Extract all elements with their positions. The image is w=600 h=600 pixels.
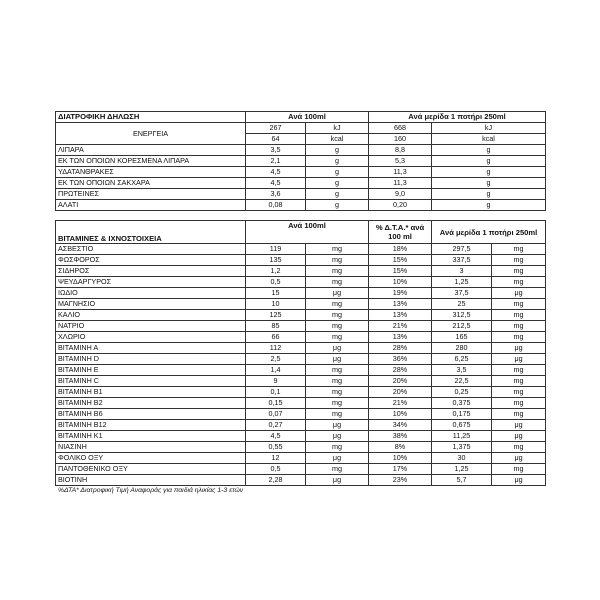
table-row <box>56 453 546 464</box>
dta-percent: 28% <box>369 365 432 376</box>
dta-percent: 38% <box>369 431 432 442</box>
unit-per-100: μg <box>306 288 369 299</box>
dta-percent: 10% <box>369 277 432 288</box>
vitamin-label: ΒΙΤΑΜΙΝΗ Β12 <box>56 420 246 431</box>
dta-percent: 36% <box>369 354 432 365</box>
value-per-100: 1,2 <box>246 266 306 277</box>
value-per-100: 0,27 <box>246 420 306 431</box>
vitamin-label: ΒΙΟΤΙΝΗ <box>56 475 246 486</box>
unit-per-100: mg <box>306 409 369 420</box>
value-per-100: 10 <box>246 299 306 310</box>
unit-per-100: μg <box>306 453 369 464</box>
unit-per-100: mg <box>306 387 369 398</box>
value-per-100: 12 <box>246 453 306 464</box>
table-row <box>56 299 546 310</box>
unit-per-serving: mg <box>492 255 546 266</box>
table-row <box>56 332 546 343</box>
unit-per-serving: mg <box>492 277 546 288</box>
unit-per-serving: mg <box>492 266 546 277</box>
vitamin-label: ΦΩΣΦΟΡΟΣ <box>56 255 246 266</box>
value-per-100: 66 <box>246 332 306 343</box>
unit-per-serving: μg <box>492 343 546 354</box>
dta-percent: 19% <box>369 288 432 299</box>
unit-per-serving: g <box>432 178 546 189</box>
value-per-serving: 0,375 <box>432 398 492 409</box>
energy-kcal-serving: 160 <box>369 134 432 145</box>
energy-label: ΕΝΕΡΓΕΙΑ <box>56 123 246 145</box>
nutrient-label: ΠΡΩΤΕΙΝΕΣ <box>56 189 246 200</box>
vitamin-label: ΨΕΥΔΑΡΓΥΡΟΣ <box>56 277 246 288</box>
unit-per-serving: g <box>432 145 546 156</box>
value-per-serving: 1,25 <box>432 464 492 475</box>
dta-percent: 34% <box>369 420 432 431</box>
energy-kcal-unit-serving: kcal <box>432 134 546 145</box>
nutrition-header-row <box>56 112 546 123</box>
per-serving-header: Ανά μερίδα 1 ποτήρι 250ml <box>369 112 546 123</box>
unit-per-100: mg <box>306 266 369 277</box>
unit-per-serving: μg <box>492 420 546 431</box>
energy-kj-100: 267 <box>246 123 306 134</box>
unit-per-100: mg <box>306 464 369 475</box>
value-per-serving: 212,5 <box>432 321 492 332</box>
dta-percent: 15% <box>369 255 432 266</box>
unit-per-100: mg <box>306 365 369 376</box>
value-per-100: 0,5 <box>246 464 306 475</box>
unit-per-100: mg <box>306 255 369 266</box>
unit-per-serving: mg <box>492 387 546 398</box>
value-per-serving: 0,675 <box>432 420 492 431</box>
dta-percent: 8% <box>369 442 432 453</box>
table-row <box>56 442 546 453</box>
vitamin-label: ΒΙΤΑΜΙΝΗ Α <box>56 343 246 354</box>
dta-percent: 13% <box>369 310 432 321</box>
vitamins-per-100-header: Ανά 100ml <box>246 221 369 244</box>
value-per-serving: 11,3 <box>369 167 432 178</box>
value-per-100: 0,5 <box>246 277 306 288</box>
unit-per-100: mg <box>306 376 369 387</box>
value-per-100: 9 <box>246 376 306 387</box>
unit-per-100: g <box>306 167 369 178</box>
vitamin-label: ΒΙΤΑΜΙΝΗ Β1 <box>56 387 246 398</box>
unit-per-serving: mg <box>492 398 546 409</box>
unit-per-serving: mg <box>492 365 546 376</box>
unit-per-100: μg <box>306 420 369 431</box>
value-per-serving: 6,25 <box>432 354 492 365</box>
value-per-serving: 22,5 <box>432 376 492 387</box>
nutrition-title: ΔΙΑΤΡΟΦΙΚΗ ΔΗΛΩΣΗ <box>56 112 246 123</box>
vitamin-label: ΒΙΤΑΜΙΝΗ Κ1 <box>56 431 246 442</box>
table-row <box>56 365 546 376</box>
table-row <box>56 266 546 277</box>
table-row <box>56 277 546 288</box>
nutrient-label: ΛΙΠΑΡΑ <box>56 145 246 156</box>
value-per-100: 4,5 <box>246 167 306 178</box>
vitamins-per-serving-header: Ανά μερίδα 1 ποτήρι 250ml <box>432 221 546 244</box>
value-per-100: 2,1 <box>246 156 306 167</box>
table-row <box>56 145 546 156</box>
unit-per-100: mg <box>306 244 369 255</box>
vitamins-title: ΒΙΤΑΜΙΝΕΣ & ΙΧΝΟΣΤΟΙΧΕΙΑ <box>56 221 246 244</box>
nutrient-label: ΥΔΑΤΑΝΘΡΑΚΕΣ <box>56 167 246 178</box>
unit-per-serving: g <box>432 167 546 178</box>
table-row <box>56 288 546 299</box>
unit-per-serving: mg <box>492 310 546 321</box>
value-per-100: 0,07 <box>246 409 306 420</box>
unit-per-serving: mg <box>492 464 546 475</box>
table-row <box>56 376 546 387</box>
nutrient-label: ΕΚ ΤΩΝ ΟΠΟΙΩΝ ΚΟΡΕΣΜΕΝΑ ΛΙΠΑΡΑ <box>56 156 246 167</box>
unit-per-serving: mg <box>492 244 546 255</box>
vitamin-label: ΑΣΒΕΣΤΙΟ <box>56 244 246 255</box>
vitamin-label: ΒΙΤΑΜΙΝΗ Β2 <box>56 398 246 409</box>
nutrition-table <box>55 111 546 211</box>
dta-percent: 28% <box>369 343 432 354</box>
table-row <box>56 244 546 255</box>
vitamin-label: ΝΙΑΣΙΝΗ <box>56 442 246 453</box>
value-per-serving: 9,0 <box>369 189 432 200</box>
vitamin-label: ΒΙΤΑΜΙΝΗ C <box>56 376 246 387</box>
vitamin-label: ΦΟΛΙΚΟ ΟΞΥ <box>56 453 246 464</box>
dta-percent: 15% <box>369 266 432 277</box>
unit-per-100: μg <box>306 431 369 442</box>
vitamin-label: ΣΙΔΗΡΟΣ <box>56 266 246 277</box>
value-per-100: 2,28 <box>246 475 306 486</box>
energy-kcal-100: 64 <box>246 134 306 145</box>
table-row <box>56 387 546 398</box>
value-per-serving: 0,20 <box>369 200 432 211</box>
value-per-serving: 312,5 <box>432 310 492 321</box>
unit-per-100: mg <box>306 332 369 343</box>
unit-per-100: mg <box>306 310 369 321</box>
table-row <box>56 431 546 442</box>
vitamin-label: ΙΩΔΙΟ <box>56 288 246 299</box>
value-per-serving: 11,3 <box>369 178 432 189</box>
value-per-serving: 3 <box>432 266 492 277</box>
unit-per-serving: μg <box>492 453 546 464</box>
value-per-100: 0,15 <box>246 398 306 409</box>
value-per-serving: 25 <box>432 299 492 310</box>
unit-per-100: mg <box>306 321 369 332</box>
dta-percent: 13% <box>369 299 432 310</box>
table-row <box>56 354 546 365</box>
energy-kj-unit: kJ <box>306 123 369 134</box>
dta-percent: 13% <box>369 332 432 343</box>
vitamin-label: ΠΑΝΤΟΘΕΝΙΚΟ ΟΞΥ <box>56 464 246 475</box>
unit-per-serving: mg <box>492 376 546 387</box>
table-row <box>56 398 546 409</box>
value-per-serving: 1,25 <box>432 277 492 288</box>
dta-percent: 10% <box>369 409 432 420</box>
footnote: %ΔΤΑ* Διατροφική Τιμή Αναφοράς για παιδιά ηλικίας 1-3 ετών <box>58 487 244 494</box>
value-per-serving: 1,375 <box>432 442 492 453</box>
nutrition-rows <box>56 145 546 211</box>
value-per-serving: 0,175 <box>432 409 492 420</box>
energy-kj-unit-serving: kJ <box>432 123 546 134</box>
unit-per-100: g <box>306 189 369 200</box>
table-row <box>56 200 546 211</box>
dta-percent: 21% <box>369 398 432 409</box>
table-row <box>56 178 546 189</box>
per-100-header: Ανά 100ml <box>246 112 369 123</box>
value-per-serving: 30 <box>432 453 492 464</box>
unit-per-100: μg <box>306 343 369 354</box>
value-per-serving: 5,3 <box>369 156 432 167</box>
unit-per-serving: μg <box>492 354 546 365</box>
value-per-100: 4,5 <box>246 178 306 189</box>
value-per-100: 0,55 <box>246 442 306 453</box>
unit-per-100: g <box>306 156 369 167</box>
unit-per-100: μg <box>306 475 369 486</box>
nutrient-label: ΕΚ ΤΩΝ ΟΠΟΙΩΝ ΣΑΚΧΑΡΑ <box>56 178 246 189</box>
value-per-100: 3,5 <box>246 145 306 156</box>
unit-per-serving: mg <box>492 409 546 420</box>
unit-per-100: g <box>306 145 369 156</box>
vitamins-table <box>55 220 546 486</box>
table-row <box>56 156 546 167</box>
table-row <box>56 167 546 178</box>
value-per-100: 1,4 <box>246 365 306 376</box>
dta-percent: 21% <box>369 321 432 332</box>
energy-kcal-unit: kcal <box>306 134 369 145</box>
vitamins-rows <box>56 244 546 486</box>
unit-per-serving: g <box>432 200 546 211</box>
unit-per-100: g <box>306 200 369 211</box>
dta-percent: 17% <box>369 464 432 475</box>
value-per-100: 85 <box>246 321 306 332</box>
unit-per-100: mg <box>306 299 369 310</box>
energy-row-kj <box>56 123 546 134</box>
value-per-serving: 5,7 <box>432 475 492 486</box>
unit-per-100: mg <box>306 442 369 453</box>
dta-percent: 23% <box>369 475 432 486</box>
value-per-100: 2,5 <box>246 354 306 365</box>
table-row <box>56 310 546 321</box>
vitamin-label: ΧΛΩΡΙΟ <box>56 332 246 343</box>
value-per-100: 0,08 <box>246 200 306 211</box>
unit-per-100: mg <box>306 398 369 409</box>
unit-per-100: g <box>306 178 369 189</box>
value-per-serving: 0,25 <box>432 387 492 398</box>
vitamin-label: ΒΙΤΑΜΙΝΗ Β6 <box>56 409 246 420</box>
unit-per-100: mg <box>306 277 369 288</box>
value-per-100: 125 <box>246 310 306 321</box>
unit-per-serving: mg <box>492 332 546 343</box>
energy-kj-serving: 668 <box>369 123 432 134</box>
vitamins-header-row <box>56 221 546 244</box>
value-per-serving: 165 <box>432 332 492 343</box>
value-per-serving: 3,5 <box>432 365 492 376</box>
vitamin-label: ΒΙΤΑΜΙΝΗ Ε <box>56 365 246 376</box>
unit-per-serving: g <box>432 189 546 200</box>
value-per-serving: 297,5 <box>432 244 492 255</box>
vitamin-label: ΝΑΤΡΙΟ <box>56 321 246 332</box>
value-per-serving: 11,25 <box>432 431 492 442</box>
table-row <box>56 475 546 486</box>
unit-per-serving: μg <box>492 431 546 442</box>
dta-percent: 18% <box>369 244 432 255</box>
unit-per-serving: mg <box>492 442 546 453</box>
nutrient-label: ΑΛΑΤΙ <box>56 200 246 211</box>
value-per-100: 0,1 <box>246 387 306 398</box>
table-row <box>56 321 546 332</box>
value-per-serving: 280 <box>432 343 492 354</box>
table-row <box>56 409 546 420</box>
unit-per-serving: μg <box>492 475 546 486</box>
vitamin-label: ΚΑΛΙΟ <box>56 310 246 321</box>
value-per-100: 3,6 <box>246 189 306 200</box>
table-row <box>56 343 546 354</box>
value-per-serving: 37,5 <box>432 288 492 299</box>
value-per-100: 4,5 <box>246 431 306 442</box>
unit-per-serving: g <box>432 156 546 167</box>
value-per-100: 119 <box>246 244 306 255</box>
table-row <box>56 255 546 266</box>
unit-per-100: μg <box>306 354 369 365</box>
value-per-100: 135 <box>246 255 306 266</box>
table-row <box>56 420 546 431</box>
value-per-serving: 8,8 <box>369 145 432 156</box>
value-per-100: 15 <box>246 288 306 299</box>
vitamin-label: ΒΙΤΑΜΙΝΗ D <box>56 354 246 365</box>
dta-percent: 20% <box>369 376 432 387</box>
dta-percent: 20% <box>369 387 432 398</box>
value-per-serving: 337,5 <box>432 255 492 266</box>
table-row <box>56 189 546 200</box>
dta-percent: 10% <box>369 453 432 464</box>
table-row <box>56 464 546 475</box>
dta-header: % Δ.Τ.Α.* ανά 100 ml <box>369 221 432 244</box>
value-per-100: 112 <box>246 343 306 354</box>
unit-per-serving: mg <box>492 299 546 310</box>
vitamin-label: ΜΑΓΝΗΣΙΟ <box>56 299 246 310</box>
unit-per-serving: μg <box>492 288 546 299</box>
unit-per-serving: mg <box>492 321 546 332</box>
